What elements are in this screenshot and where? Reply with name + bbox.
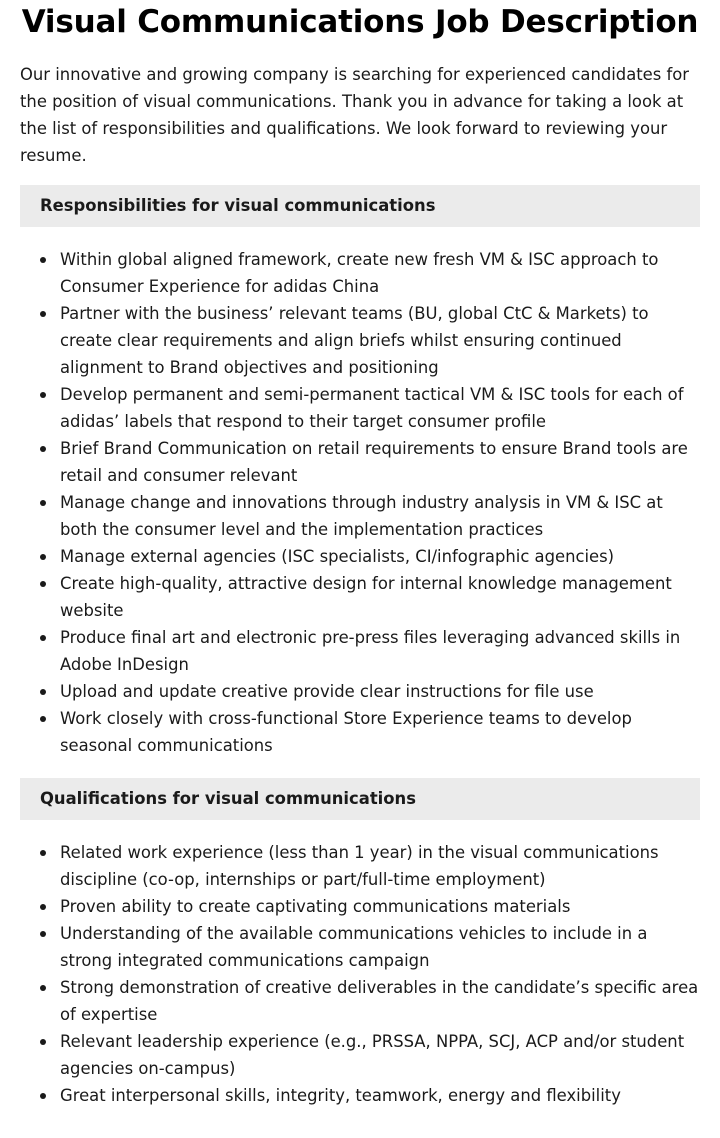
intro-paragraph: Our innovative and growing company is searching for experienced candidates for the position of visual communications. Thank you in advance for taking a look at the list of responsibilities and qualifications. We look forward to reviewing your resume. bbox=[20, 65, 690, 165]
list-item-text: Manage change and innovations through industry analysis in VM & ISC at both the consumer level and the implementation practices bbox=[60, 493, 663, 539]
bullet-icon bbox=[40, 985, 46, 991]
list-item bbox=[20, 489, 700, 543]
bullet-icon bbox=[40, 716, 46, 722]
page-title: Visual Communications Job Description bbox=[21, 4, 699, 40]
list-item-text: Related work experience (less than 1 year) in the visual communications discipline (co-op, internships or part/full-time employment) bbox=[60, 843, 659, 889]
list-item-text: Strong demonstration of creative deliverables in the candidate’s specific area of expertise bbox=[60, 978, 699, 1024]
list-item-text: Proven ability to create captivating communications materials bbox=[60, 897, 571, 916]
list-item bbox=[20, 1028, 700, 1082]
list-item bbox=[20, 570, 700, 624]
responsibilities-list bbox=[20, 246, 700, 759]
list-item bbox=[20, 246, 700, 300]
bullet-icon bbox=[40, 904, 46, 910]
bullet-icon bbox=[40, 257, 46, 263]
list-item-text: Develop permanent and semi-permanent tactical VM & ISC tools for each of adidas’ labels that respond to their target consumer profile bbox=[60, 385, 684, 431]
list-item bbox=[20, 839, 700, 893]
qualifications-heading: Qualifications for visual communications bbox=[20, 778, 700, 820]
bullet-icon bbox=[40, 931, 46, 937]
list-item-text: Work closely with cross-functional Store Experience teams to develop seasonal communications bbox=[60, 709, 632, 755]
bullet-icon bbox=[40, 850, 46, 856]
list-item-text: Partner with the business’ relevant teams (BU, global CtC & Markets) to create clear requirements and align briefs whilst ensuring continued alignment to Brand objectives and positioning bbox=[60, 304, 649, 377]
bullet-icon bbox=[40, 554, 46, 560]
list-item bbox=[20, 300, 700, 381]
list-item bbox=[20, 705, 700, 759]
list-item bbox=[20, 920, 700, 974]
bullet-icon bbox=[40, 446, 46, 452]
list-item bbox=[20, 543, 700, 570]
bullet-icon bbox=[40, 581, 46, 587]
responsibilities-heading: Responsibilities for visual communications bbox=[20, 185, 700, 227]
list-item bbox=[20, 974, 700, 1028]
list-item-text: Understanding of the available communications vehicles to include in a strong integrated communications campaign bbox=[60, 924, 648, 970]
list-item-text: Manage external agencies (ISC specialists, CI/infographic agencies) bbox=[60, 547, 615, 566]
list-item bbox=[20, 624, 700, 678]
list-item-text: Great interpersonal skills, integrity, teamwork, energy and flexibility bbox=[60, 1086, 621, 1105]
list-item bbox=[20, 381, 700, 435]
list-item bbox=[20, 1082, 700, 1109]
list-item-text: Within global aligned framework, create new fresh VM & ISC approach to Consumer Experience for adidas China bbox=[60, 250, 659, 296]
list-item-text: Create high-quality, attractive design for internal knowledge management website bbox=[60, 574, 672, 620]
bullet-icon bbox=[40, 500, 46, 506]
list-item bbox=[20, 678, 700, 705]
bullet-icon bbox=[40, 1093, 46, 1099]
bullet-icon bbox=[40, 635, 46, 641]
bullet-icon bbox=[40, 392, 46, 398]
list-item-text: Upload and update creative provide clear instructions for file use bbox=[60, 682, 594, 701]
list-item-text: Brief Brand Communication on retail requirements to ensure Brand tools are retail and consumer relevant bbox=[60, 439, 688, 485]
bullet-icon bbox=[40, 1039, 46, 1045]
bullet-icon bbox=[40, 689, 46, 695]
bullet-icon bbox=[40, 311, 46, 317]
list-item bbox=[20, 893, 700, 920]
list-item-text: Produce final art and electronic pre-press files leveraging advanced skills in Adobe InDesign bbox=[60, 628, 681, 674]
qualifications-list bbox=[20, 839, 700, 1109]
list-item-text: Relevant leadership experience (e.g., PRSSA, NPPA, SCJ, ACP and/or student agencies on-campus) bbox=[60, 1032, 685, 1078]
list-item bbox=[20, 435, 700, 489]
